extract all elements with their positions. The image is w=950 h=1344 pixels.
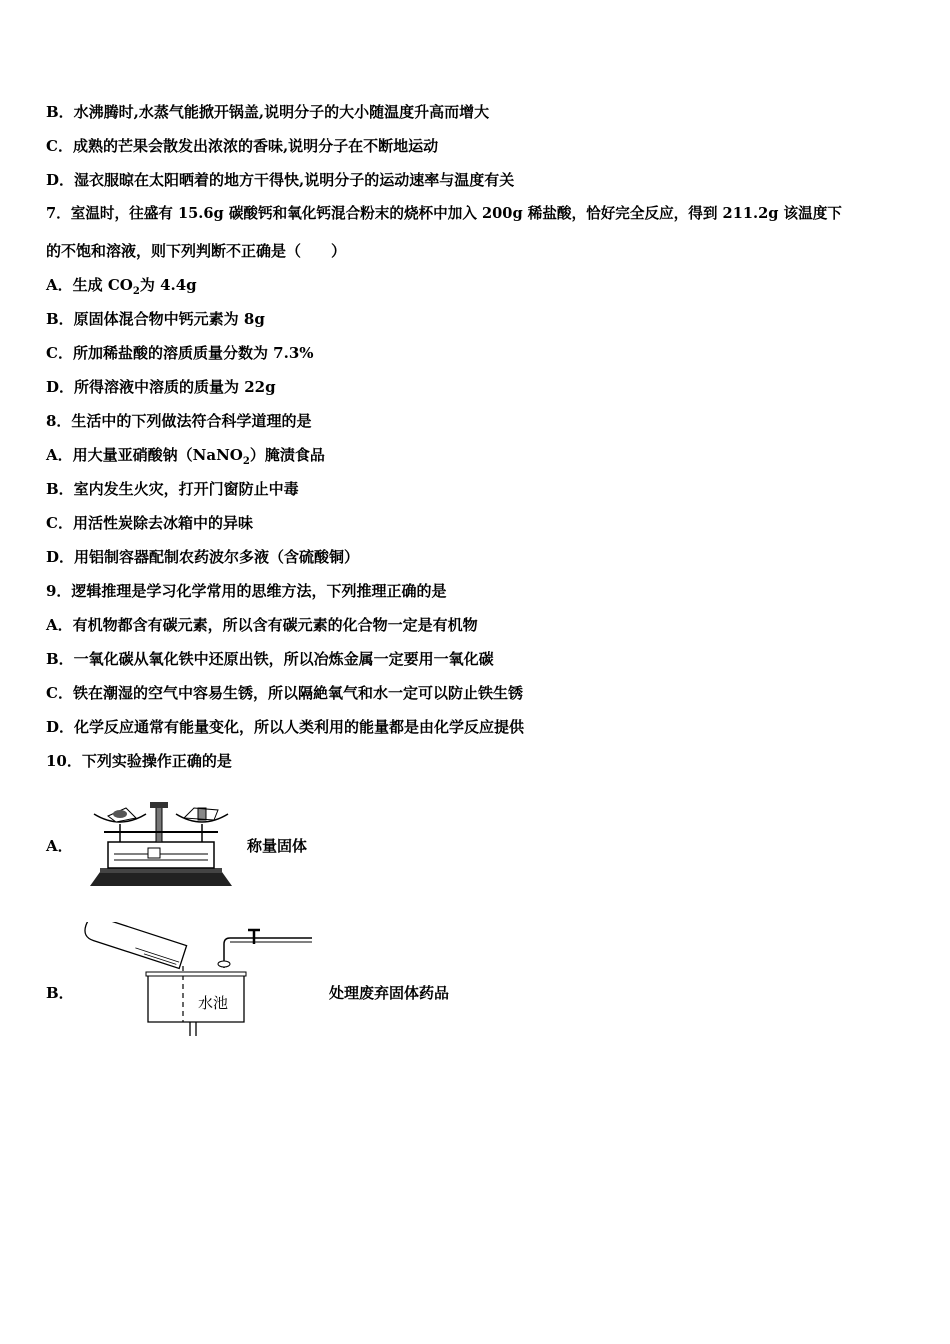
q7-option-a <box>46 275 197 302</box>
q10-option-b-label: B． <box>46 984 74 1002</box>
q8-option-a-text: A．用大量亚硝酸钠（NaNO <box>46 446 243 464</box>
q7-option-a-text-end: 为 4.4g <box>139 276 197 294</box>
q7-stem-line1: 7．室温时，往盛有 15.6g 碳酸钙和氧化钙混合粉末的烧杯中加入 200g 稀盐酸，恰好完全反应，得到 211.2g 该温度下 <box>46 205 842 222</box>
balance-scale-figure <box>86 796 236 890</box>
q9-option-c: C．铁在潮湿的空气中容易生锈，所以隔絶氧气和水一定可以防止铁生锈 <box>46 684 523 702</box>
q9-stem: 9．逻辑推理是学习化学常用的思维方法，下列推理正确的是 <box>46 582 447 600</box>
q10-option-b-caption: 处理废弃固体药品 <box>329 984 450 1002</box>
q7-option-a-text: A．生成 CO <box>46 276 133 294</box>
q6-option-c: C．成熟的芒果会散发出浓浓的香味,说明分子在不断地运动 <box>46 137 439 155</box>
q7-option-b: B．原固体混合物中钙元素为 8g <box>46 310 265 328</box>
q8-option-a-subscript: 2 <box>242 456 250 467</box>
q8-option-c: C．用活性炭除去冰箱中的异味 <box>46 514 253 532</box>
q10-stem: 10．下列实验操作正确的是 <box>46 752 232 770</box>
q10-option-a-label: A． <box>46 837 73 855</box>
q9-option-a: A．有机物都含有碳元素，所以含有碳元素的化合物一定是有机物 <box>46 616 478 634</box>
sink-label: 水池 <box>198 994 229 1012</box>
q8-option-a-text-end: ）腌渍食品 <box>249 446 325 464</box>
q10-option-a-caption: 称量固体 <box>247 837 308 855</box>
q6-option-b: B．水沸腾时,水蒸气能掀开锅盖,说明分子的大小随温度升高而增大 <box>46 103 490 121</box>
q8-stem: 8．生活中的下列做法符合科学道理的是 <box>46 412 312 430</box>
q8-option-a <box>46 445 325 472</box>
q9-option-d: D．化学反应通常有能量变化，所以人类利用的能量都是由化学反应提供 <box>46 718 525 736</box>
q8-option-b: B．室内发生火灾，打开门窗防止中毒 <box>46 480 299 498</box>
q6-option-d: D．湿衣服晾在太阳晒着的地方干得快,说明分子的运动速率与温度有关 <box>46 171 515 189</box>
q9-option-b: B．一氧化碳从氧化铁中还原出铁，所以冶炼金属一定要用一氧化碳 <box>46 650 494 668</box>
q8-option-d: D．用铝制容器配制农药波尔多液（含硫酸铜） <box>46 548 360 566</box>
sink-disposal-figure <box>76 922 316 1038</box>
q7-option-a-subscript: 2 <box>132 286 140 297</box>
q7-option-d: D．所得溶液中溶质的质量为 22g <box>46 378 276 396</box>
q7-option-c: C．所加稀盐酸的溶质质量分数为 7.3% <box>46 344 314 362</box>
q7-stem-line2: 的不饱和溶液，则下列判断不正确是（ ） <box>46 242 347 260</box>
